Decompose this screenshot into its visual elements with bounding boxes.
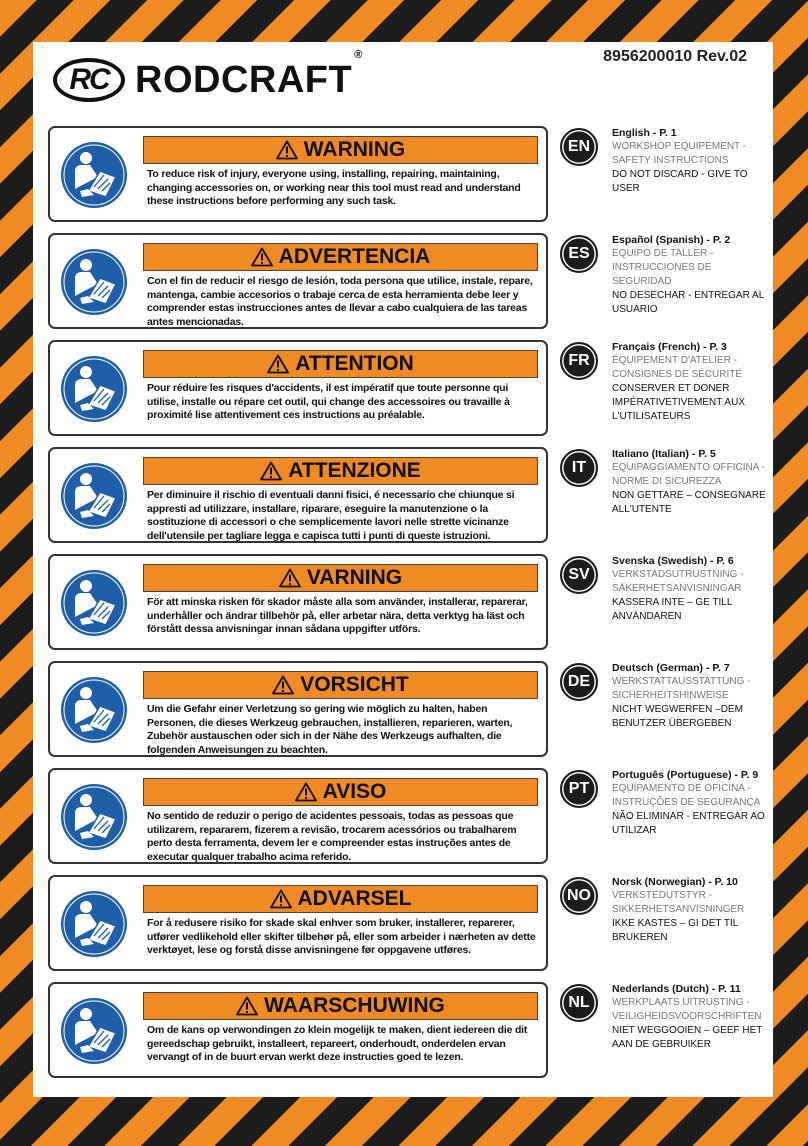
document-number: 8956200010 Rev.02 [603,48,747,65]
read-manual-icon [60,462,128,530]
warning-triangle-icon [260,461,282,481]
signal-word-banner [143,243,538,271]
signal-word-banner [143,778,538,806]
signal-word: WAARSCHUWING [264,994,445,1017]
read-manual-icon [60,248,128,316]
read-manual-icon [60,676,128,744]
language-subtitle: EQUIPAMENTO DE OFICINA - INSTRUÇÕES DE SEGURANÇA [612,783,761,808]
language-code-badge: ES [560,235,598,273]
safety-section-pt [48,768,773,864]
language-instruction: NO DESECHAR - ENTREGAR AL USUARIO [612,290,764,315]
language-instruction: NON GETTARE – CONSEGNARE ALL'UTENTE [612,490,766,515]
document-sheet [33,42,773,1097]
language-title: Deutsch (German) - P. 7 [612,662,730,674]
header [33,42,773,122]
safety-section-en [48,126,773,222]
warning-box [48,340,548,436]
warning-triangle-icon [279,568,301,588]
language-entry [560,126,773,222]
safety-section-fr [48,340,773,436]
language-code-badge: DE [560,663,598,701]
brand-logo [53,48,363,108]
signal-word: ATTENTION [295,352,414,375]
language-info [612,768,772,838]
language-code-badge: PT [560,770,598,808]
read-manual-icon [60,890,128,958]
signal-word: ADVARSEL [297,887,412,910]
language-instruction: KASSERA INTE – GE TILL ANVÄNDAREN [612,597,733,622]
registered-mark: ® [354,48,363,61]
language-title: Svenska (Swedish) - P. 6 [612,555,734,567]
warning-triangle-icon [295,782,317,802]
language-code-badge: NL [560,984,598,1022]
language-subtitle: WORKSHOP EQUIPEMENT - SAFETY INSTRUCTIONS [612,141,747,166]
warning-text: For å redusere risiko for skade skal enhver som bruker, installerer, reparerer, utfører vedlikehold eller skifter tilbehør på, eller som arbeider i nærheten av dette verktøyet, lese og forstå disse anvisningene før oppgavene utføres. [147,917,536,956]
warning-text: Om de kans op verwondingen zo klein mogelijk te maken, dient iedereen die dit gereedschap gebruikt, installeert, repareert, onderhoudt, onderdelen ervan vervangt of in de buurt ervan werkt deze instructies goed te lezen. [147,1024,528,1063]
signal-word: AVISO [322,780,387,803]
warning-box [48,233,548,329]
language-title: Français (French) - P. 3 [612,341,727,353]
language-entry [560,875,773,971]
read-manual-icon [60,569,128,637]
language-instruction: NÃO ELIMINAR - ENTREGAR AO UTILIZAR [612,811,765,836]
warning-triangle-icon [276,140,298,160]
language-info [612,126,772,196]
language-subtitle: WERKSTATTAUSSTATTUNG - SICHERHEITSHINWEISE [612,676,751,701]
warning-box [48,661,548,757]
language-code-badge: FR [560,342,598,380]
language-code-badge: NO [560,877,598,915]
warning-text: Pour réduire les risques d'accidents, il est impératif que toute personne qui utilise, installe ou répare cet outil, qui change des accessoires ou travaille à proximité lise attentivement ces instructions au préalable. [147,382,510,421]
language-entry [560,233,773,329]
language-entry [560,768,773,864]
language-instruction: DO NOT DISCARD - GIVE TO USER [612,169,748,194]
language-title: English - P. 1 [612,127,677,139]
language-entry [560,340,773,436]
warning-triangle-icon [251,247,273,267]
warning-triangle-icon [236,996,258,1016]
warning-box [48,447,548,543]
language-title: Italiano (Italian) - P. 5 [612,448,716,460]
warning-box [48,554,548,650]
signal-word-banner [143,564,538,592]
signal-word-banner [143,671,538,699]
language-code-badge: EN [560,128,598,166]
language-title: Nederlands (Dutch) - P. 11 [612,983,741,995]
language-title: Norsk (Norwegian) - P. 10 [612,876,738,888]
language-title: Português (Portuguese) - P. 9 [612,769,759,781]
warning-box [48,768,548,864]
safety-section-nl [48,982,773,1078]
language-entry [560,982,773,1078]
warning-text: No sentido de reduzir o perigo de acidentes pessoais, todas as pessoas que utilizarem, repararem, fizerem a revisão, trocarem acessórios ou trabalharem perto desta ferramenta, devem ler e compreender estas instruções antes de executar qualquer trabalho acima referido. [147,810,517,863]
language-info [612,661,772,731]
language-info [612,982,772,1052]
warning-box [48,982,548,1078]
language-entry [560,661,773,757]
language-info [612,554,772,624]
read-manual-icon [60,141,128,209]
safety-section-no [48,875,773,971]
signal-word-banner [143,992,538,1020]
language-entry [560,554,773,650]
logo-wordmark [135,48,363,102]
language-subtitle: VERKSTEDUTSTYR - SIKKERHETSANVISNINGER [612,890,745,915]
language-instruction: IKKE KASTES – GI DET TIL BRUKEREN [612,918,738,943]
signal-word: VORSICHT [300,673,409,696]
signal-word-banner [143,457,538,485]
read-manual-icon [60,997,128,1065]
language-info [612,875,772,945]
language-subtitle: EQUIPAGGIAMENTO OFFICINA - NORME DI SICUREZZA [612,462,765,487]
language-info [612,340,772,424]
warning-triangle-icon [272,675,294,695]
language-subtitle: EQUIPO DE TALLER - INSTRUCCIONES DE SEGURIDAD [612,248,714,287]
signal-word-banner [143,350,538,378]
language-subtitle: ÉQUIPEMENT D'ATELIER - CONSIGNES DE SÉCURITÉ [612,355,743,380]
signal-word: ADVERTENCIA [278,245,431,268]
warning-box [48,875,548,971]
signal-word: ATTENZIONE [288,459,421,482]
language-instruction: NICHT WEGWERFEN –DEM BENUTZER ÜBERGEBEN [612,704,743,729]
signal-word-banner [143,885,538,913]
language-instruction: NIET WEGGOOIEN – GEEF HET AAN DE GEBRUIKER [612,1025,763,1050]
language-subtitle: VERKSTADSUTRUSTNING - SÄKERHETSANVISNINGAR [612,569,744,594]
language-title: Español (Spanish) - P. 2 [612,234,731,246]
read-manual-icon [60,355,128,423]
warning-text: Um die Gefahr einer Verletzung so gering wie möglich zu halten, haben Personen, die dieses Werkzeug gebrauchen, installieren, reparieren, warten, Zubehör austauschen oder sich in der Nähe des Werkzeugs aufhalten, die folgenden Anweisungen zu beachten. [147,703,513,756]
language-info [612,233,772,317]
safety-section-es [48,233,773,329]
warning-triangle-icon [270,889,292,909]
safety-section-sv [48,554,773,650]
language-entry [560,447,773,543]
safety-section-de [48,661,773,757]
warning-text: För att minska risken för skador måste alla som använder, installerar, reparerar, underhåller och ändrar tillbehör på, eller arbetar nära, detta verktyg ha läst och förstått dessa anvisningar innan sådana uppgifter utförs. [147,596,528,635]
warning-text: Con el fin de reducir el riesgo de lesión, toda persona que utilice, instale, repare, mantenga, cambie accesorios o trabaje cerca de esta herramienta debe leer y comprender estas instrucciones antes de llevar a cabo cualquiera de las tareas antes mencionadas. [147,275,533,328]
signal-word-banner [143,136,538,164]
brand-name: RODCRAFT [135,58,353,101]
language-code-badge: SV [560,556,598,594]
signal-word: WARNING [303,138,406,161]
language-subtitle: WERKPLAATS UITRUSTING - VEILIGHEIDSVOORSCHRIFTEN [612,997,762,1022]
read-manual-icon [60,783,128,851]
language-info [612,447,772,517]
warning-text: Per diminuire il rischio di eventuali danni fisici, é necessario che chiunque si appresti ad utilizzare, installare, riparare, eseguire la manutenzione o la sostituzione di accessori o che semplicemente lavori nelle strette vicinanze dell'utensile per tagliare legga e capisca tutti i punti di queste istruzioni. [147,489,515,542]
language-code-badge: IT [560,449,598,487]
logo-mark: RC [53,58,125,102]
warning-triangle-icon [267,354,289,374]
warning-box [48,126,548,222]
warning-text: To reduce risk of injury, everyone using, installing, repairing, maintaining, changing accessories on, or working near this tool must read and understand these instructions before performing any such task. [147,168,521,207]
signal-word: VARNING [306,566,403,589]
safety-section-it [48,447,773,543]
language-instruction: CONSERVER ET DONER IMPÉRATIVETIVEMENT AUX L'UTILISATEURS [612,383,745,422]
